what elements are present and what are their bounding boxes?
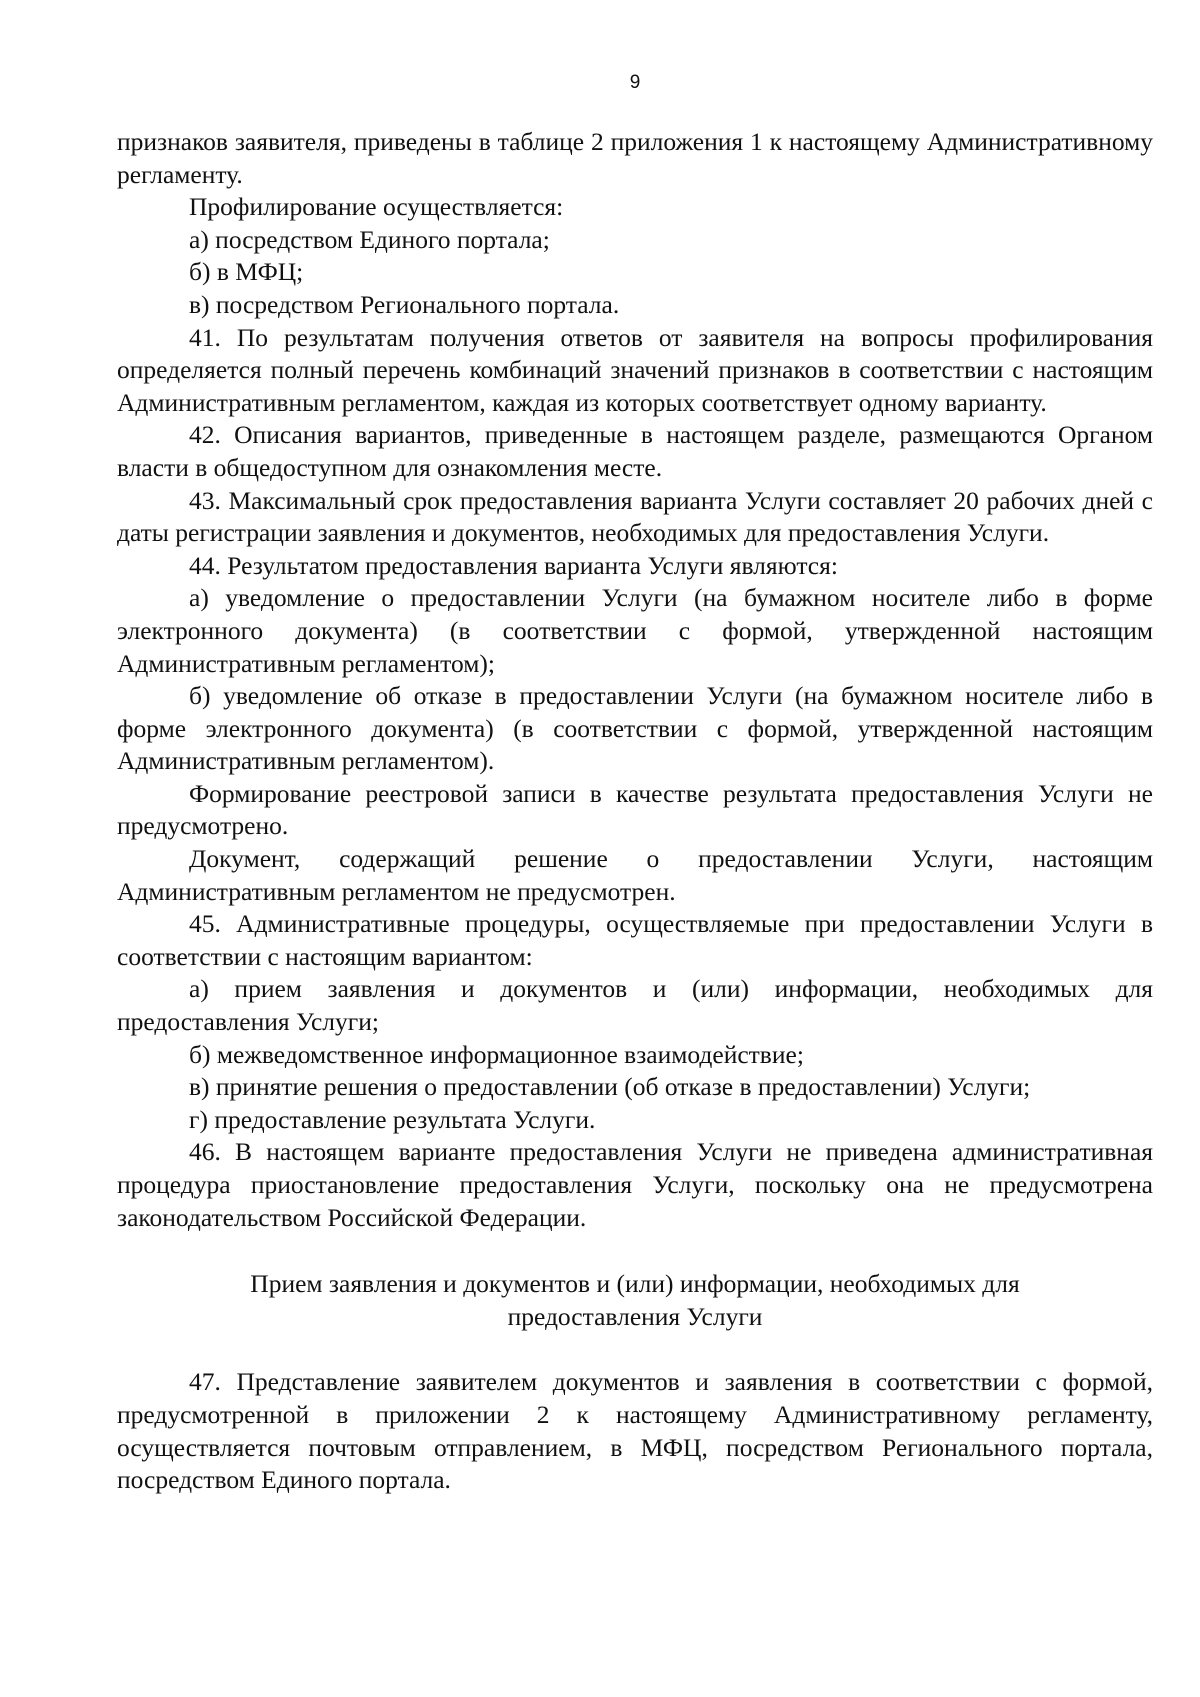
- list-item-a-application-reception: а) прием заявления и документов и (или) информации, необходимых для предоставления Услуги;: [117, 974, 1153, 1037]
- paragraph-41: 41. По результатам получения ответов от заявителя на вопросы профилирования определяется полный перечень комбинаций значений признаков в соответствии с настоящим Административным регламентом, каждая из которых соответствует одному варианту.: [117, 322, 1153, 417]
- paragraph-42: 42. Описания вариантов, приведенные в настоящем разделе, размещаются Органом власти в общедоступном для ознакомления месте.: [117, 420, 1153, 482]
- paragraph-continuation: признаков заявителя, приведены в таблице 2 приложения 1 к настоящему Административному регламенту.: [117, 127, 1153, 189]
- list-item-b-interagency: б) межведомственное информационное взаимодействие;: [189, 1039, 804, 1069]
- list-item-c-regional-portal: в) посредством Регионального портала.: [189, 289, 620, 319]
- paragraph-44: 44. Результатом предоставления варианта Услуги являются:: [189, 550, 838, 580]
- paragraph-profiling-intro: Профилирование осуществляется:: [189, 192, 564, 222]
- paragraph-45: 45. Административные процедуры, осуществляемые при предоставлении Услуги в соответствии с настоящим вариантом:: [117, 909, 1153, 971]
- list-item-b-refusal-notification: б) уведомление об отказе в предоставлении Услуги (на бумажном носителе либо в форме электронного документа) (в соответствии с формой, утвержденной настоящим Административным регламентом).: [117, 681, 1153, 776]
- list-item-c-decision: в) принятие решения о предоставлении (об отказе в предоставлении) Услуги;: [189, 1072, 1031, 1102]
- paragraph-decision-document: Документ, содержащий решение о предоставлении Услуги, настоящим Административным регламентом не предусмотрен.: [117, 844, 1153, 906]
- section-heading: Прием заявления и документов и (или) информации, необходимых для предоставления Услуги: [250, 1269, 1020, 1331]
- paragraph-registry-record: Формирование реестровой записи в качестве результата предоставления Услуги не предусмотрено.: [117, 778, 1153, 841]
- paragraph-47: 47. Представление заявителем документов и заявления в соответствии с формой, предусмотренной в приложении 2 к настоящему Административному регламенту, осуществляется почтовым отправлением, в МФЦ, посредством Регионального портала, посредством Единого портала.: [117, 1367, 1153, 1495]
- paragraph-43: 43. Максимальный срок предоставления варианта Услуги составляет 20 рабочих дней с даты регистрации заявления и документов, необходимых для предоставления Услуги.: [117, 485, 1153, 548]
- document-body: [117, 126, 1153, 1497]
- list-item-a-notification: а) уведомление о предоставлении Услуги (на бумажном носителе либо в форме электронного документа) (в соответствии с формой, утвержденной настоящим Административным регламентом);: [117, 583, 1153, 678]
- list-item-d-result: г) предоставление результата Услуги.: [189, 1104, 596, 1134]
- page-number: 9: [629, 72, 641, 93]
- list-item-a-unified-portal: а) посредством Единого портала;: [189, 224, 550, 254]
- list-item-b-mfc: б) в МФЦ;: [189, 257, 304, 287]
- paragraph-46: 46. В настоящем варианте предоставления Услуги не приведена административная процедура приостановление предоставления Услуги, поскольку она не предусмотрена законодательством Российской Федерации.: [117, 1137, 1153, 1232]
